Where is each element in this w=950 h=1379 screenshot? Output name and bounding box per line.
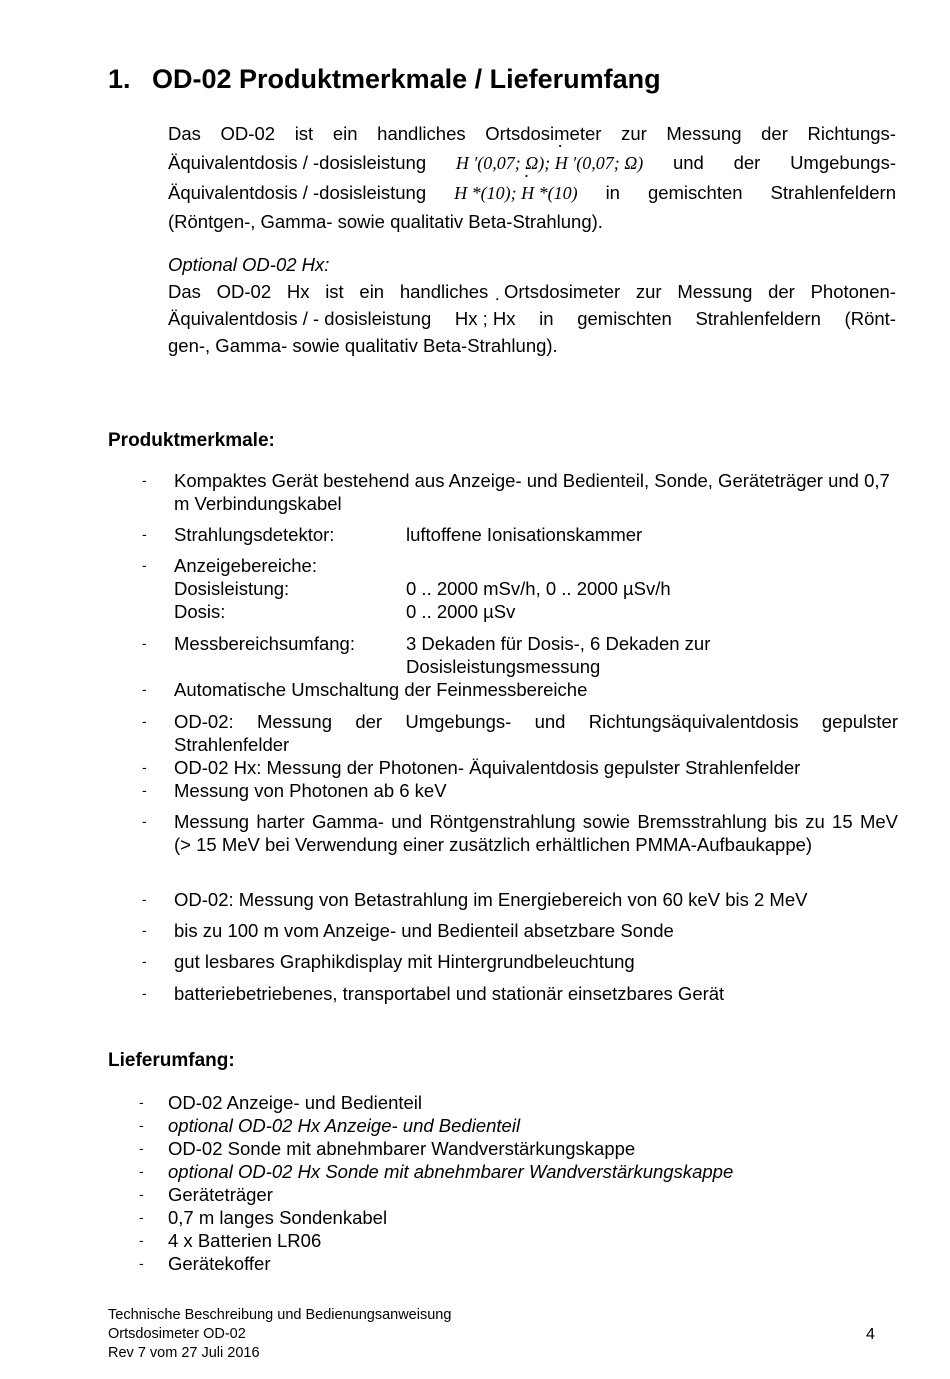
word: der	[768, 281, 795, 302]
bullet-dash: -	[142, 681, 147, 697]
word: und	[672, 152, 704, 173]
delivery-text: 4 x Batterien LR06	[168, 1230, 322, 1251]
bullet-dash: -	[142, 557, 147, 573]
word: Richtungs-	[807, 123, 896, 144]
section-number: 1.	[108, 64, 131, 94]
feature-value: luftoffene Ionisationskammer	[406, 524, 643, 545]
bullet-dash: -	[142, 526, 147, 542]
word: Das	[168, 281, 201, 302]
feature-text: Messung harter Gamma- und Röntgenstrahlung sowie Bremsstrahlung bis zu 15 MeV (> 15 MeV bei Verwendung einer zusätzlich erhältlichen PMMA-Aufbaukappe)	[174, 811, 898, 855]
word: Photonen-	[810, 281, 896, 302]
word: OD-02	[220, 123, 276, 144]
word: OD-02	[216, 281, 272, 302]
word: gemischten	[647, 182, 743, 203]
formula-part-dotted: ˙ H ′(0,07; Ω)	[555, 149, 643, 177]
formula-part: H *(10)	[454, 183, 511, 203]
bullet-dash: -	[142, 953, 147, 969]
feature-value: 0 .. 2000 mSv/h, 0 .. 2000 µSv/h	[406, 578, 671, 599]
hx-formula	[455, 305, 516, 332]
word: Strahlenfeldern	[695, 308, 821, 329]
feature-item	[108, 756, 898, 779]
formula-ambient-dose: H *(10); ˙ H *(10)	[454, 179, 578, 207]
feature-text: Kompaktes Gerät bestehend aus Anzeige- und Bedienteil, Sonde, Geräteträger und 0,7 m Verbindungskabel	[174, 470, 890, 514]
feature-label: Anzeigebereiche:	[174, 555, 317, 576]
word: gemischten	[577, 308, 672, 329]
word: (Rönt-	[844, 308, 896, 329]
feature-item	[108, 779, 898, 802]
hx-symbol: Hx ;	[454, 308, 488, 329]
delivery-text: optional OD-02 Hx Anzeige- und Bedienteil	[168, 1115, 521, 1136]
bullet-dash: -	[139, 1140, 144, 1156]
delivery-text: 0,7 m langes Sondenkabel	[168, 1207, 388, 1228]
bullet-dash: -	[142, 759, 147, 775]
feature-text: OD-02: Messung von Betastrahlung im Energiebereich von 60 keV bis 2 MeV	[174, 889, 808, 910]
feature-item	[108, 710, 898, 756]
feature-item	[108, 810, 898, 856]
bullet-dash: -	[142, 472, 147, 488]
optional-line-3: gen-, Gamma- sowie qualitativ Beta-Strahlung).	[168, 335, 558, 356]
word: Ortsdosimeter	[504, 281, 621, 302]
intro-text: Äquivalentdosis / -dosisleistung	[168, 152, 427, 173]
bullet-dash: -	[142, 891, 147, 907]
delivery-item	[108, 1183, 273, 1206]
word: handliches	[399, 281, 489, 302]
word: Messung	[677, 281, 753, 302]
feature-item	[108, 469, 898, 515]
delivery-text: optional OD-02 Hx Sonde mit abnehmbarer Wandverstärkungskappe	[168, 1161, 734, 1182]
word: der	[761, 123, 788, 144]
delivery-item	[108, 1252, 271, 1275]
word: in	[605, 182, 620, 203]
optional-label: Optional OD-02 Hx:	[168, 254, 330, 275]
feature-item	[108, 678, 898, 701]
feature-item	[108, 982, 898, 1005]
formula-directional-dose: H ′(0,07; Ω); ˙ H ′(0,07; Ω)	[456, 149, 643, 177]
formula-part-dotted: ˙ H *(10)	[521, 179, 578, 207]
feature-value: 3 Dekaden für Dosis-, 6 Dekaden zur Dosisleistungsmessung	[406, 633, 711, 677]
feature-item	[108, 888, 898, 911]
delivery-item	[108, 1114, 520, 1137]
word: Strahlenfeldern	[770, 182, 896, 203]
word: handliches	[377, 123, 466, 144]
word: der	[733, 152, 761, 173]
feature-text: gut lesbares Graphikdisplay mit Hintergrundbeleuchtung	[174, 951, 635, 972]
delivery-item	[108, 1229, 321, 1252]
delivery-item	[108, 1137, 635, 1160]
section-title-text: OD-02 Produktmerkmale / Lieferumfang	[152, 64, 661, 94]
intro-text: Äquivalentdosis / -dosisleistung	[168, 182, 427, 203]
feature-item	[108, 950, 898, 973]
footer-line: Ortsdosimeter OD-02	[108, 1326, 246, 1342]
footer-line: Technische Beschreibung und Bedienungsanweisung	[108, 1307, 452, 1323]
feature-item	[108, 554, 898, 623]
hx-dot-symbol: ˙ Hx	[493, 305, 516, 332]
formula-part: H ′(0,07; Ω)	[455, 153, 545, 173]
feature-item	[108, 632, 898, 678]
delivery-item	[108, 1091, 422, 1114]
page-footer	[108, 1306, 451, 1363]
bullet-dash: -	[142, 713, 147, 729]
optional-line-1	[168, 278, 896, 305]
delivery-text: Gerätekoffer	[168, 1253, 271, 1274]
word: Messung	[666, 123, 742, 144]
bullet-dash: -	[139, 1209, 144, 1225]
bullet-dash: -	[139, 1255, 144, 1271]
bullet-dash: -	[139, 1117, 144, 1133]
delivery-text: OD-02 Anzeige- und Bedienteil	[168, 1092, 423, 1113]
bullet-dash: -	[139, 1186, 144, 1202]
bullet-dash: -	[142, 635, 147, 651]
optional-line-2	[168, 305, 896, 332]
feature-text: batteriebetriebenes, transportabel und stationär einsetzbares Gerät	[174, 983, 725, 1004]
feature-value: 0 .. 2000 µSv	[406, 601, 516, 622]
section-title	[108, 64, 661, 95]
page-number: 4	[866, 1326, 875, 1343]
word: ist	[325, 281, 344, 302]
bullet-dash: -	[142, 813, 147, 829]
footer-line: Rev 7 vom 27 Juli 2016	[108, 1345, 260, 1361]
delivery-item	[108, 1160, 733, 1183]
word: ein	[332, 123, 358, 144]
word: Ortsdosimeter	[485, 123, 602, 144]
word: ein	[359, 281, 385, 302]
delivery-text: Geräteträger	[168, 1184, 273, 1205]
optional-text: Äquivalentdosis / - dosisleistung	[168, 308, 432, 329]
feature-text: Automatische Umschaltung der Feinmessbereiche	[174, 679, 588, 700]
feature-text: bis zu 100 m vom Anzeige- und Bedienteil absetzbare Sonde	[174, 920, 674, 941]
word: zur	[621, 123, 647, 144]
word: Umgebungs-	[790, 152, 896, 173]
features-heading: Produktmerkmale:	[108, 430, 275, 451]
bullet-dash: -	[139, 1163, 144, 1179]
bullet-dash: -	[139, 1094, 144, 1110]
delivery-heading: Lieferumfang:	[108, 1050, 235, 1071]
intro-line-2	[168, 148, 896, 178]
intro-line-1	[168, 120, 896, 148]
feature-label: Strahlungsdetektor:	[174, 524, 335, 545]
feature-item	[108, 919, 898, 942]
feature-text: Messung von Photonen ab 6 keV	[174, 780, 447, 801]
intro-text: (Röntgen-, Gamma- sowie qualitativ Beta-Strahlung).	[168, 211, 603, 232]
bullet-dash: -	[142, 922, 147, 938]
word: Das	[168, 123, 201, 144]
delivery-text: OD-02 Sonde mit abnehmbarer Wandverstärkungskappe	[168, 1138, 636, 1159]
feature-label: Messbereichsumfang:	[174, 633, 355, 654]
bullet-dash: -	[142, 985, 147, 1001]
word: in	[539, 308, 554, 329]
feature-text: OD-02 Hx: Messung der Photonen- Äquivalentdosis gepulster Strahlenfelder	[174, 757, 801, 778]
feature-sublabel: Dosisleistung:	[174, 578, 290, 599]
bullet-dash: -	[139, 1232, 144, 1248]
word: zur	[635, 281, 662, 302]
word: Hx	[286, 281, 310, 302]
intro-line-3	[168, 178, 896, 208]
bullet-dash: -	[142, 782, 147, 798]
optional-paragraph	[168, 251, 896, 359]
word: ist	[294, 123, 314, 144]
intro-paragraph	[168, 120, 896, 236]
feature-sublabel: Dosis:	[174, 601, 226, 622]
feature-item	[108, 523, 898, 546]
intro-line-4	[168, 208, 896, 236]
feature-text: OD-02: Messung der Umgebungs- und Richtungsäquivalentdosis gepulster Strahlenfelder	[174, 711, 898, 755]
delivery-item	[108, 1206, 387, 1229]
